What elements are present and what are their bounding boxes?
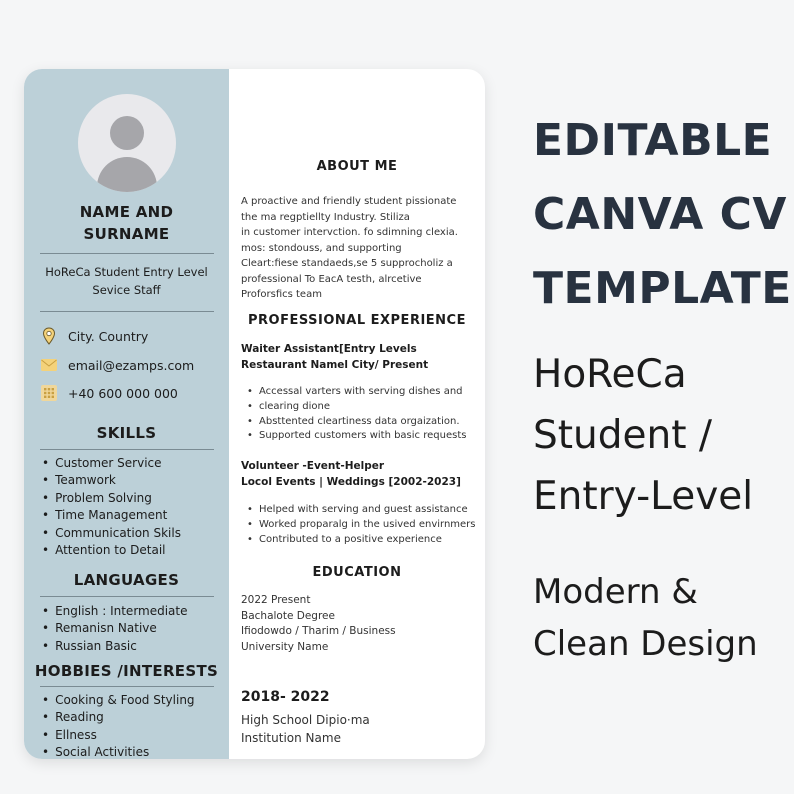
list-item: • English : Intermediate	[42, 603, 188, 620]
education-year: 2018- 2022	[241, 689, 330, 705]
contact-phone	[40, 382, 178, 404]
list-item: • Absttented cleartiness data orgaization.	[247, 415, 466, 430]
list-item: • Customer Service	[42, 455, 181, 472]
promo-line: CANVA CV	[533, 189, 787, 240]
about-line: Proforsfics team	[241, 289, 322, 300]
list-item: • Problem Solving	[42, 490, 181, 507]
cv-card	[24, 69, 485, 759]
contact-location	[40, 325, 148, 347]
education-line: Institution Name	[241, 731, 341, 745]
cv-main	[229, 69, 485, 759]
contact-location-text: City. Country	[68, 328, 149, 344]
promo-line: Modern &	[533, 572, 698, 612]
phone-icon	[40, 384, 58, 402]
promo-line: Entry-Level	[533, 474, 754, 519]
list-item: • Ellness	[42, 727, 195, 744]
education-details-2	[241, 711, 370, 747]
cv-sidebar	[24, 69, 229, 759]
about-line: in customer intervction. fo sdimning clexia.	[241, 227, 458, 238]
divider	[40, 311, 214, 312]
about-line: A proactive and friendly student pissionate	[241, 196, 457, 207]
list-item: • Accessal varters with serving dishes and	[247, 385, 466, 400]
list-item: • Worked proparalg in the usived envirnmers	[247, 518, 476, 533]
list-item: • Communication Skils	[42, 525, 181, 542]
about-line: the ma regptiellty Industry. Stiliza	[241, 211, 410, 223]
hobbies-title: HOBBIES /INTERESTS	[34, 662, 219, 680]
education-title: EDUCATION	[312, 565, 402, 580]
promo-tagline	[533, 566, 793, 670]
education-details	[241, 593, 396, 655]
divider	[40, 686, 214, 687]
job-subtitle: Restaurant Namel City/ Present	[241, 359, 429, 371]
list-item: • Reading	[42, 709, 195, 726]
list-item: • Social Activities	[42, 744, 195, 759]
education-line: 2022 Present	[241, 594, 311, 606]
contact-email-text: email@ezamps.com	[68, 357, 195, 373]
contact-email	[40, 354, 194, 376]
promo-headline	[533, 104, 793, 326]
list-item: • Cooking & Food Styling	[42, 692, 195, 709]
about-line: professional To EacA testh, alrcetive	[241, 273, 422, 285]
education-line: Ifiodowdo / Tharim / Business	[241, 625, 396, 637]
divider	[40, 596, 214, 597]
list-item: • Remanisn Native	[42, 620, 188, 637]
list-item: • Contributed to a positive experience	[247, 533, 476, 548]
job-bullets	[247, 503, 476, 547]
promo-line: EDITABLE	[533, 115, 773, 166]
about-text	[241, 194, 481, 303]
list-item: • Helped with serving and guest assistance	[247, 503, 476, 518]
divider	[40, 449, 214, 450]
job-title: Volunteer -Event-Helper	[241, 460, 385, 472]
about-title: ABOUT ME	[316, 159, 398, 174]
languages-list	[42, 603, 188, 655]
hobbies-list	[42, 692, 195, 759]
list-item: • Attention to Detail	[42, 542, 181, 559]
education-line: Bachalote Degree	[241, 609, 335, 622]
list-item: • Russian Basic	[42, 638, 188, 655]
list-item: • Time Management	[42, 507, 181, 524]
divider	[40, 253, 214, 254]
languages-title: LANGUAGES	[73, 571, 180, 589]
cv-role: HoReCa Student Entry Level Sevice Staff	[45, 265, 208, 297]
education-line: High School Dipio·ma	[241, 713, 370, 727]
list-item: • Teamwork	[42, 472, 181, 489]
contact-phone-text: +40 600 000 000	[68, 385, 178, 401]
skills-title: SKILLS	[96, 424, 157, 442]
cv-name: NAME AND SURNAME	[79, 203, 174, 243]
list-item: • clearing dione	[247, 400, 466, 415]
about-line: Cleart:fiese standaeds,se 5 supprocholiz a	[241, 258, 453, 269]
promo-line: Clean Design	[533, 624, 758, 664]
experience-title: PROFESSIONAL EXPERIENCE	[248, 313, 466, 328]
promo-line: Student /	[533, 413, 713, 458]
job-title: Waiter Assistant[Entry Levels	[241, 343, 417, 355]
location-pin-icon	[40, 327, 58, 345]
envelope-icon	[40, 356, 58, 374]
promo-line: TEMPLATE	[533, 263, 792, 314]
about-line: mos: stondouss, and supporting	[241, 242, 402, 254]
education-line: University Name	[241, 640, 329, 653]
promo-line: HoReCa	[533, 352, 687, 397]
avatar-placeholder-icon	[78, 94, 176, 192]
skills-list	[42, 455, 181, 559]
promo-subhead	[533, 344, 793, 527]
job-bullets	[247, 385, 466, 444]
list-item: • Supported customers with basic requests	[247, 429, 466, 444]
job-subtitle: Locol Events | Weddings [2002-2023]	[241, 476, 461, 488]
